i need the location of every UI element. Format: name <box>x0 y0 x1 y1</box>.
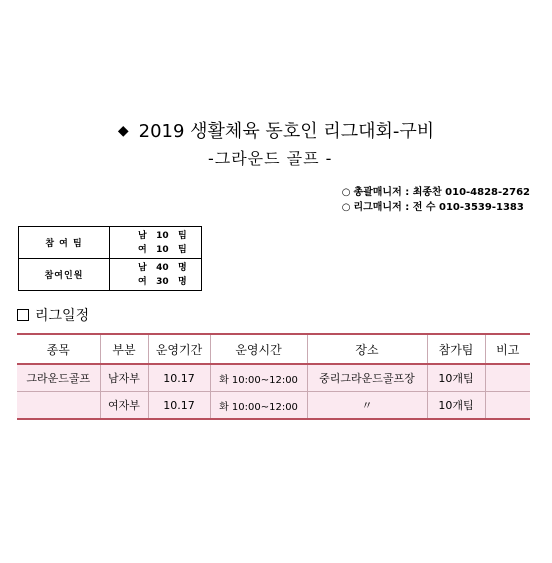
summary-line-female: 여 10 팀 <box>138 244 187 255</box>
summary-line-female: 여 30 명 <box>138 276 187 287</box>
manager-text: 총괄매니저 : 최종찬 010-4828-2762 <box>353 187 530 198</box>
manager-line-general <box>342 185 530 200</box>
section-title: 리그일정 <box>35 308 90 324</box>
checkbox-square-icon <box>17 309 29 321</box>
manager-text: 리그매니저 : 전 수 010-3539-1383 <box>353 202 524 213</box>
table-cell-division: 남자부 <box>100 364 148 392</box>
column-header: 운영시간 <box>210 334 307 364</box>
summary-line-male: 남 10 팀 <box>138 230 187 241</box>
table-cell-division: 여자부 <box>100 392 148 420</box>
table-cell-sport: 그라운드골프 <box>17 364 100 392</box>
table-header-row <box>17 334 530 364</box>
column-header: 장소 <box>307 334 427 364</box>
column-header: 종목 <box>17 334 100 364</box>
table-cell-time: 화 10:00~12:00 <box>210 392 307 420</box>
table-cell-period: 10.17 <box>148 392 210 420</box>
summary-value <box>110 259 202 291</box>
circle-bullet-icon: ○ <box>341 202 351 213</box>
column-header: 부분 <box>100 334 148 364</box>
table-row <box>17 392 530 420</box>
document-title <box>0 117 552 143</box>
table-cell-venue: 〃 <box>307 392 427 420</box>
manager-line-league <box>342 200 530 215</box>
table-cell-period: 10.17 <box>148 364 210 392</box>
summary-label: 참 여 팀 <box>19 227 110 259</box>
table-cell-teams: 10개팀 <box>427 364 485 392</box>
table-cell-sport <box>17 392 100 420</box>
summary-label: 참여인원 <box>19 259 110 291</box>
table-cell-time: 화 10:00~12:00 <box>210 364 307 392</box>
section-heading-schedule <box>17 305 89 325</box>
column-header: 비고 <box>485 334 530 364</box>
diamond-bullet-icon: ◆ <box>117 123 129 139</box>
column-header: 운영기간 <box>148 334 210 364</box>
column-header: 참가팀 <box>427 334 485 364</box>
table-cell-note <box>485 392 530 420</box>
summary-row-teams <box>19 227 202 259</box>
summary-value <box>110 227 202 259</box>
title-text: 2019 생활체육 동호인 리그대회-구비 <box>138 121 435 142</box>
table-cell-teams: 10개팀 <box>427 392 485 420</box>
table-cell-venue: 중리그라운드골프장 <box>307 364 427 392</box>
table-cell-note <box>485 364 530 392</box>
document-subtitle: -그라운드 골프 - <box>208 149 333 168</box>
summary-line-male: 남 40 명 <box>138 262 187 273</box>
circle-bullet-icon: ○ <box>341 187 351 198</box>
table-row <box>17 364 530 392</box>
manager-contacts <box>342 185 530 215</box>
summary-row-people <box>19 259 202 291</box>
participation-summary-table <box>18 226 202 291</box>
league-schedule-table <box>17 333 530 420</box>
